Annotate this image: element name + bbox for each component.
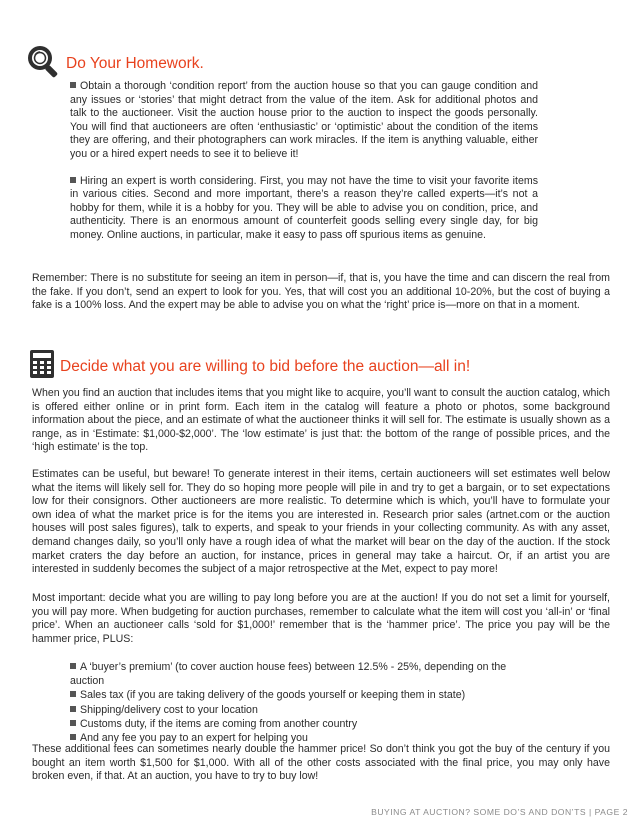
section-heading-text: Do Your Homework. [66,54,204,72]
list-item-text: A ‘buyer’s premium’ (to cover auction house fees) between 12.5% - 25%, depending on the auction [70,661,507,688]
section-heading-bid [30,350,470,383]
section-heading-text: Decide what you are willing to bid before the auction—all in! [60,357,471,375]
square-bullet-icon [70,82,76,88]
most-important-paragraph: Most important: decide what you are willing to pay long before you are at the auction! If you do not set a limit for yourself, you will pay more. When budgeting for auction purchases, remember to calculate what the item will cost you ‘all-in’ or ‘final price’. When an auctioneer calls ‘sold for $1,000!’ remember that is the ‘hammer price’. The price you pay will be the hammer price, PLUS: [32,592,610,645]
list-item [70,660,538,688]
remember-paragraph: Remember: There is no substitute for seeing an item in person—if, that is, you have the time and can discern the real from the fake. If you don’t, send an expert to look for you. Yes, that will cost you an additional 10-20%, but the cost of buying a fake is a 100% loss. And the expert may be able to advise you on what the ‘right’ price is—more on that in a moment. [32,272,610,312]
magnifier-icon [24,44,60,83]
list-item [70,703,538,717]
page-footer: BUYING AT AUCTION? SOME DO’S AND DON’TS | PAGE 2 [371,807,628,817]
square-bullet-icon [70,663,76,669]
list-item-text: Hiring an expert is worth considering. First, you may not have the time to visit your favorite items in various cities. Second and more important, there’s a reason they’re called experts—it’s not a hobby for them, while it is a hobby for you. They will be able to advise you on condition, price, and authenticity. There is an enormous amount of counterfeit goods selling every single day, for big money. Online auctions, in particular, make it easy to pass off spurious items as genuine. [70,174,538,241]
list-item [70,175,538,243]
list-item-text: Shipping/delivery cost to your location [80,703,258,716]
closing-paragraph: These additional fees can sometimes nearly double the hammer price! So don’t think you got the buy of the century if you bought an item worth $1,500 for $1,000. With all of the other costs associated with the final price, you may only have broken even, if that. At an auction, you have to try to buy low! [32,743,610,783]
estimates-paragraph: Estimates can be useful, but beware! To generate interest in their items, certain auctioneers will set estimates well below what the items will likely sell for. They do so hoping more people will pile in and try to get a bargain, or to set expectations low for their consignors. Other auctioneers are more realistic. To determine which is which, you’ll have to formulate your own idea of what the market price is for the items you are interested in. Research prior sales (artnet.com or the auction houses will post sales figures), talk to experts, and speak to your friends in your collecting community. As with any asset, demand changes daily, so you’ll only have a rough idea of what the market will bear on the day of the auction. If the stock market craters the day before an auction, for instance, prices in general may take a haircut. Or, if an artist you are interested in suddenly becomes the subject of a major retrospective at the Met, expect to pay more! [32,468,610,576]
list-item-text: Sales tax (if you are taking delivery of the goods yourself or keeping them in state) [80,689,466,702]
list-item [70,80,538,162]
homework-bullet-list [70,80,538,256]
square-bullet-icon [70,691,76,697]
list-item-text: Obtain a thorough ‘condition report’ from the auction house so that you can gauge condition and any issues or ‘stories’ that might detract from the value of the item. Ask for additional photos and talk to the auctioneer. Visit the auction house prior to the auction to inspect the goods personally. You will find that auctioneers are often ‘enthusiastic’ or ‘optimistic’ about the condition of the items they are offering, and their photographers can work miracles. If the item is anything valuable, either you or a hired expert needs to see it to believe it! [70,80,538,160]
list-item-text: Customs duty, if the items are coming from another country [80,717,358,730]
catalog-paragraph: When you find an auction that includes items that you might like to acquire, you’ll want to consult the auction catalog, which is offered either online or in print form. Each item in the catalog will feature a photo or photos, some background information about the piece, and an estimate of what the auctioneer thinks it will sell for. The estimate is usually shown as a range, as in ‘Estimate: $1,000-$2,000’. The ‘low estimate’ is just that: the bottom of the range of possible prices, and the ‘high estimate’ is the top. [32,387,610,454]
square-bullet-icon [70,706,76,712]
list-item-text: And any fee you pay to an expert for helping you [80,732,308,745]
square-bullet-icon [70,720,76,726]
square-bullet-icon [70,177,76,183]
list-item [70,717,538,731]
section-heading-homework [24,44,204,83]
fees-bullet-list [70,660,538,745]
square-bullet-icon [70,734,76,740]
list-item [70,688,538,702]
calculator-icon [30,350,54,383]
